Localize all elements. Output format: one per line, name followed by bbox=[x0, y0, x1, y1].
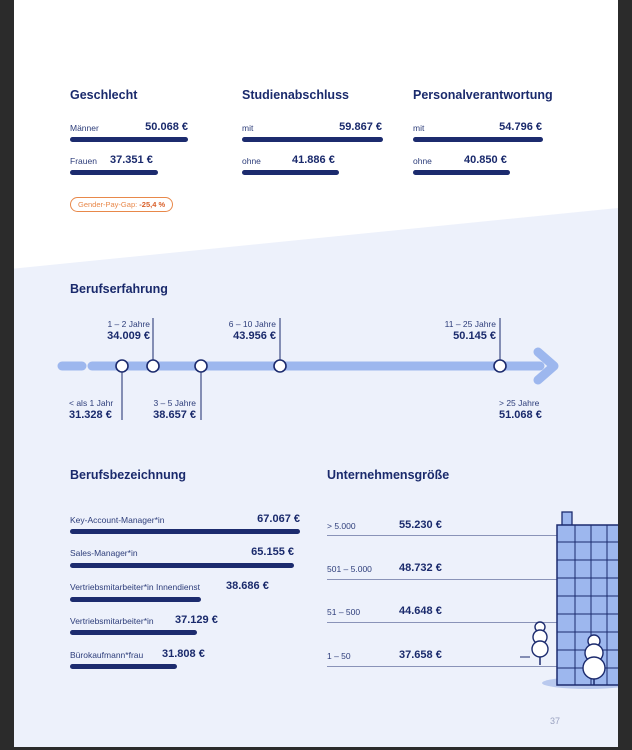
geschlecht-value-women: 37.351 € bbox=[110, 154, 153, 166]
erfahrung-value-gt25: 51.068 € bbox=[499, 409, 542, 421]
verantwortung-value-mit: 54.796 € bbox=[499, 121, 542, 133]
erfahrung-label-11-25: 11 – 25 Jahre bbox=[444, 319, 496, 329]
bezeichnung-label-sales: Sales-Manager*in bbox=[70, 548, 138, 558]
verantwortung-bar-mit bbox=[413, 137, 543, 142]
studium-value-ohne: 41.886 € bbox=[292, 154, 335, 166]
gender-pay-gap-label: Gender-Pay-Gap: bbox=[78, 200, 138, 209]
geschlecht-label-women: Frauen bbox=[70, 156, 97, 166]
groesse-value-1-50: 37.658 € bbox=[399, 649, 442, 661]
geschlecht-label-men: Männer bbox=[70, 123, 99, 133]
verantwortung-label-ohne: ohne bbox=[413, 156, 432, 166]
verantwortung-title: Personalverantwortung bbox=[413, 88, 553, 102]
marker-3-5 bbox=[195, 360, 207, 372]
bezeichnung-value-buero: 31.808 € bbox=[162, 648, 205, 660]
erfahrung-label-1-2: 1 – 2 Jahre bbox=[107, 319, 150, 329]
studium-bar-mit bbox=[242, 137, 383, 142]
erfahrung-value-1-2: 34.009 € bbox=[107, 330, 150, 342]
erfahrung-value-6-10: 43.956 € bbox=[233, 330, 276, 342]
groesse-label-1-50: 1 – 50 bbox=[327, 651, 351, 661]
viewer-edge-right bbox=[618, 0, 632, 750]
bezeichnung-bar-vertrieb bbox=[70, 630, 197, 635]
groesse-label-501-5000: 501 – 5.000 bbox=[327, 564, 372, 574]
small-tree-icon bbox=[520, 622, 548, 665]
bezeichnung-bar-kam bbox=[70, 529, 300, 534]
marker-11-25 bbox=[494, 360, 506, 372]
bezeichnung-value-vertrieb: 37.129 € bbox=[175, 614, 218, 626]
bezeichnung-value-kam: 67.067 € bbox=[257, 513, 300, 525]
erfahrung-value-3-5: 38.657 € bbox=[153, 409, 196, 421]
marker-1-2 bbox=[147, 360, 159, 372]
erfahrung-title: Berufserfahrung bbox=[70, 282, 168, 296]
groesse-title: Unternehmensgröße bbox=[327, 468, 450, 482]
building-illustration bbox=[510, 505, 618, 695]
groesse-value-51-500: 44.648 € bbox=[399, 605, 442, 617]
bezeichnung-title: Berufsbezeichnung bbox=[70, 468, 186, 482]
geschlecht-title: Geschlecht bbox=[70, 88, 138, 102]
geschlecht-bar-men bbox=[70, 137, 188, 142]
studium-value-mit: 59.867 € bbox=[339, 121, 382, 133]
marker-lt1 bbox=[116, 360, 128, 372]
studium-label-ohne: ohne bbox=[242, 156, 261, 166]
gender-pay-gap-badge bbox=[70, 197, 173, 212]
bezeichnung-value-innendienst: 38.686 € bbox=[226, 580, 269, 592]
verantwortung-value-ohne: 40.850 € bbox=[464, 154, 507, 166]
gender-pay-gap-value: -25,4 % bbox=[139, 200, 166, 209]
erfahrung-label-lt1: < als 1 Jahr bbox=[69, 398, 114, 408]
viewer-edge-left bbox=[0, 0, 14, 750]
erfahrung-value-11-25: 50.145 € bbox=[453, 330, 496, 342]
studium-bar-ohne bbox=[242, 170, 339, 175]
erfahrung-label-3-5: 3 – 5 Jahre bbox=[153, 398, 196, 408]
groesse-label-gt5000: > 5.000 bbox=[327, 521, 356, 531]
studium-title: Studienabschluss bbox=[242, 88, 349, 102]
groesse-value-501-5000: 48.732 € bbox=[399, 562, 442, 574]
bezeichnung-label-buero: Bürokaufmann*frau bbox=[70, 650, 144, 660]
geschlecht-bar-women bbox=[70, 170, 158, 175]
bezeichnung-bar-buero bbox=[70, 664, 177, 669]
verantwortung-label-mit: mit bbox=[413, 123, 425, 133]
bezeichnung-value-sales: 65.155 € bbox=[251, 546, 294, 558]
page-number: 37 bbox=[550, 716, 561, 726]
bezeichnung-label-kam: Key-Account-Manager*in bbox=[70, 515, 165, 525]
geschlecht-value-men: 50.068 € bbox=[145, 121, 188, 133]
bezeichnung-label-innendienst: Vertriebsmitarbeiter*in Innendienst bbox=[70, 582, 200, 592]
bezeichnung-bar-sales bbox=[70, 563, 294, 568]
marker-6-10 bbox=[274, 360, 286, 372]
erfahrung-label-gt25: > 25 Jahre bbox=[499, 398, 540, 408]
erfahrung-value-lt1: 31.328 € bbox=[69, 409, 112, 421]
erfahrung-label-6-10: 6 – 10 Jahre bbox=[228, 319, 276, 329]
verantwortung-bar-ohne bbox=[413, 170, 510, 175]
bezeichnung-label-vertrieb: Vertriebsmitarbeiter*in bbox=[70, 616, 154, 626]
studium-label-mit: mit bbox=[242, 123, 254, 133]
groesse-label-51-500: 51 – 500 bbox=[327, 607, 361, 617]
bezeichnung-bar-innendienst bbox=[70, 597, 201, 602]
groesse-value-gt5000: 55.230 € bbox=[399, 519, 442, 531]
